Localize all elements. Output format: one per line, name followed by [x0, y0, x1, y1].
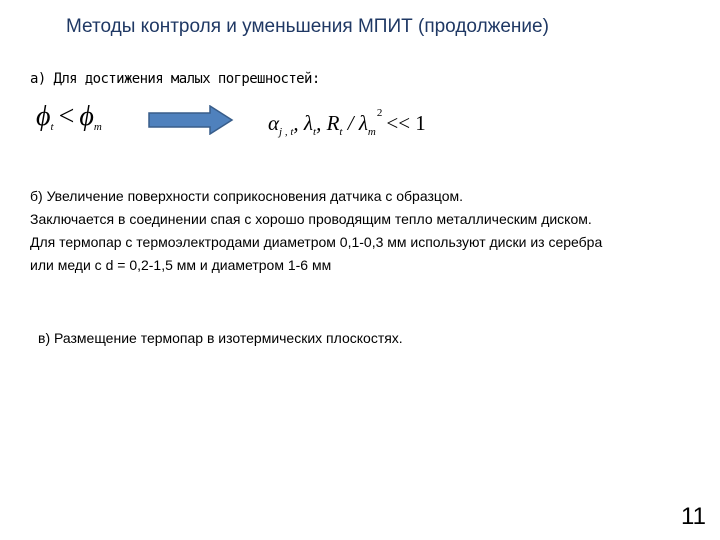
alpha-subscript: j , t: [279, 126, 294, 138]
slash-symbol: /: [347, 111, 354, 135]
lambda-m-symbol: λ: [358, 111, 368, 135]
right-arrow-icon: [148, 105, 234, 135]
phi-m-subscript: m: [93, 121, 102, 133]
section-b-line: или меди с d = 0,2-1,5 мм и диаметром 1-6 мм: [30, 257, 332, 273]
section-b-line: Для термопар с термоэлектродами диаметром 0,1-0,3 мм используют диски из серебра: [30, 234, 603, 250]
lambda-t-subscript: t: [313, 126, 317, 138]
lambda-m-subscript: m: [367, 126, 376, 138]
less-than-sign: <: [58, 101, 75, 132]
section-b-line: б) Увеличение поверхности соприкосновения датчика с образцом.: [30, 188, 464, 204]
phi-t-subscript: t: [50, 121, 54, 133]
r-symbol: R: [326, 111, 340, 135]
section-b-paragraph: [30, 185, 602, 277]
section-b-line: Заключается в соединении спая с хорошо проводящим тепло металлическим диском.: [30, 211, 592, 227]
lambda-t-symbol: λ: [303, 111, 314, 135]
section-c-text: в) Размещение термопар в изотермических плоскостях.: [38, 330, 403, 346]
formula-condition: [36, 103, 102, 133]
phi-m-symbol: ϕ: [79, 101, 94, 132]
r-subscript: t: [339, 126, 343, 138]
slide-title: Методы контроля и уменьшения МПИТ (продолжение): [66, 16, 549, 37]
square-exponent: 2: [376, 107, 383, 119]
section-a-text: а) Для достижения малых погрешностей:: [30, 71, 320, 87]
formula-criterion: $\alpha_{j , t}$, $\lambda_t$, $R_t / \lambda_m^2 << 1$: [268, 107, 426, 138]
much-less-relation: << 1: [386, 111, 426, 135]
alpha-symbol: α: [268, 111, 280, 135]
phi-t-symbol: ϕ: [36, 101, 51, 132]
page-number: 11: [681, 503, 706, 530]
